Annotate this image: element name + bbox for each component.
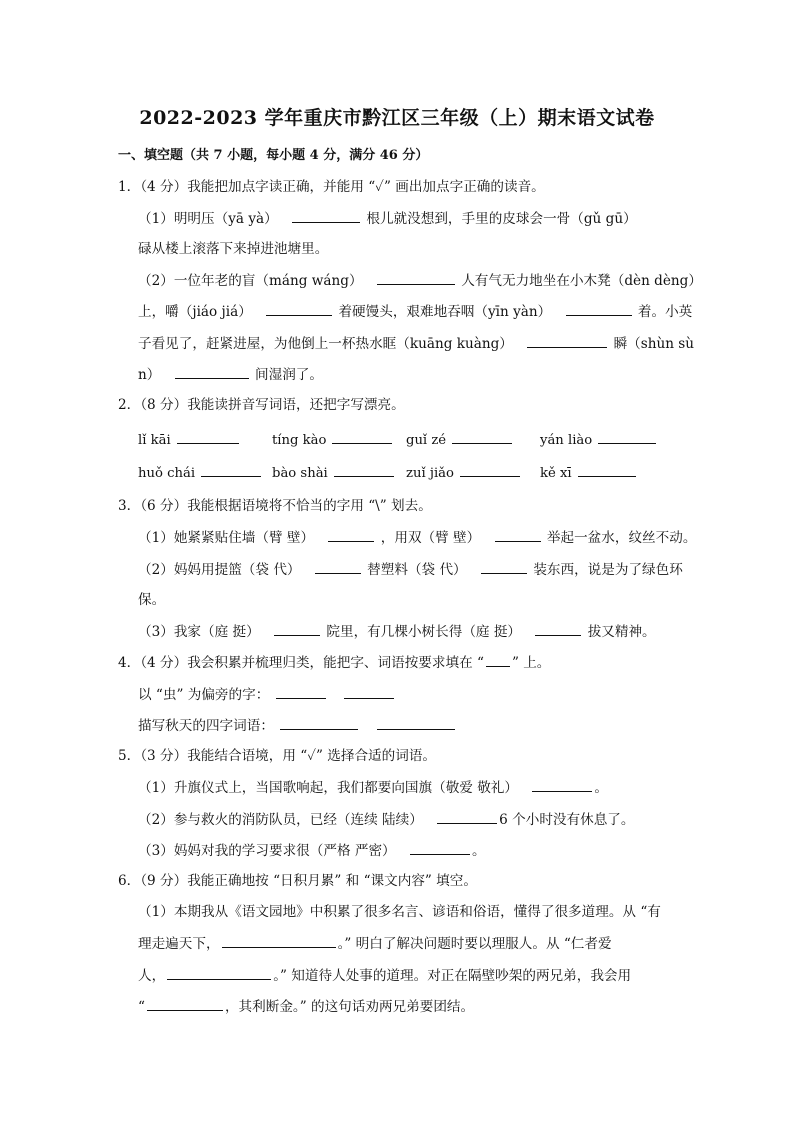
q1-text: 根儿就没想到，手里的皮球会一骨（gǔ gū） — [366, 211, 637, 227]
blank-example — [486, 653, 510, 667]
answer-blank[interactable] — [566, 302, 632, 316]
q1-text: 子看见了，赶紧进屋，为他倒上一杯热水眶（kuāng kuàng） — [138, 336, 513, 352]
q1-line2: 碌从楼上滚落下来掉进池塘里。 — [138, 241, 329, 257]
q3-text: （1）她紧紧贴住墙（臂 壁） — [138, 530, 315, 546]
answer-blank[interactable] — [292, 209, 360, 223]
answer-blank[interactable] — [377, 716, 455, 730]
answer-blank[interactable] — [315, 560, 361, 574]
q5-line3 — [138, 841, 486, 860]
pinyin-item — [272, 463, 396, 483]
q6-text: 人， — [138, 968, 166, 984]
pinyin-item — [406, 430, 514, 450]
q1-line4 — [138, 302, 692, 321]
section-heading: 一、填空题（共 7 小题，每小题 4 分，满分 46 分） — [118, 148, 429, 163]
q3-heading: 3．（6 分）我能根据语境将不恰当的字用 “\” 划去。 — [118, 498, 432, 514]
answer-blank[interactable] — [328, 528, 374, 542]
answer-blank[interactable] — [481, 560, 527, 574]
q5-text: 6 个小时没有休息了。 — [499, 812, 635, 828]
q4-line2 — [138, 716, 457, 735]
answer-blank[interactable] — [532, 778, 592, 792]
q1-text: 间湿润了。 — [255, 367, 323, 383]
q6-line1: （1）本期我从《语文园地》中积累了很多名言、谚语和俗语，懂得了很多道理。从 “有 — [138, 904, 661, 920]
q3-text: 院里，有几棵小树长得（庭 挺） — [326, 624, 522, 640]
answer-blank[interactable] — [344, 685, 394, 699]
q1-line5 — [138, 334, 694, 353]
q1-text: （1）明明压（yā yà） — [138, 211, 278, 227]
q3-line1 — [138, 528, 696, 547]
pinyin-item — [540, 463, 638, 483]
answer-blank[interactable] — [578, 463, 636, 477]
q1-text: 着。小英 — [637, 304, 693, 320]
answer-blank[interactable] — [177, 430, 239, 444]
answer-blank[interactable] — [280, 716, 358, 730]
q5-text: （3）妈妈对我的学习要求很（严格 严密） — [138, 843, 396, 859]
answer-blank[interactable] — [527, 334, 607, 348]
answer-blank[interactable] — [201, 463, 261, 477]
q1-text: （2）一位年老的盲（máng wáng） — [138, 273, 363, 289]
answer-blank[interactable] — [334, 463, 394, 477]
q3-text: （3）我家（庭 挺） — [138, 624, 260, 640]
q3-text: 举起一盆水，纹丝不动。 — [546, 530, 697, 546]
answer-blank[interactable] — [266, 302, 332, 316]
q5-text: （1）升旗仪式上，当国歌响起，我们都要向国旗（敬爱 敬礼） — [138, 780, 518, 796]
pinyin-text: yán liào — [540, 433, 593, 448]
q5-line2 — [138, 810, 635, 829]
q5-heading: 5．（3 分）我能结合语境，用 “✓” 选择合适的词语。 — [118, 748, 437, 764]
q1-text: 瞬（shùn sù — [613, 336, 695, 352]
answer-blank[interactable] — [332, 430, 392, 444]
answer-blank[interactable] — [452, 430, 512, 444]
q1-text: 着硬馒头，艰难地吞咽（yīn yàn） — [338, 304, 552, 320]
answer-blank[interactable] — [460, 463, 520, 477]
answer-blank[interactable] — [175, 365, 249, 379]
pinyin-text: bào shài — [272, 466, 328, 481]
answer-blank[interactable] — [167, 966, 271, 980]
pinyin-text: tíng kào — [272, 433, 327, 448]
q4-text: 以 “虫” 为偏旁的字： — [138, 687, 270, 703]
q1-line6 — [138, 365, 323, 384]
q1-text: n） — [138, 367, 161, 383]
pinyin-text: huǒ chái — [138, 466, 196, 481]
pinyin-text: kě xī — [540, 466, 572, 481]
answer-blank[interactable] — [276, 685, 326, 699]
answer-blank[interactable] — [410, 841, 470, 855]
answer-blank[interactable] — [147, 997, 223, 1011]
answer-blank[interactable] — [598, 430, 656, 444]
q6-text: ，其利断金。” 的这句话劝两兄弟要团结。 — [224, 999, 475, 1015]
q6-text: 理走遍天下， — [138, 936, 220, 952]
q5-text: 。 — [594, 780, 608, 796]
q3-line3: 保。 — [138, 592, 166, 608]
q5-line1 — [138, 778, 608, 797]
pinyin-text: lǐ kāi — [138, 433, 171, 448]
pinyin-item — [406, 463, 522, 483]
pinyin-text: zuǐ jiǎo — [406, 466, 454, 481]
pinyin-item — [540, 430, 658, 450]
q6-text: 。” 知道待人处事的道理。对正在隔壁吵架的两兄弟，我会用 — [273, 968, 632, 984]
q4-text: ” 上。 — [511, 655, 551, 671]
q1-line3 — [138, 271, 702, 290]
q1-text: 人有气无力地坐在小木凳（dèn dèng） — [461, 273, 702, 289]
answer-blank[interactable] — [274, 622, 320, 636]
q2-heading: 2．（8 分）我能读拼音写词语，还把字写漂亮。 — [118, 397, 405, 413]
q3-text: 装东西，说是为了绿色环 — [533, 562, 683, 578]
q4-heading — [118, 653, 550, 672]
q6-line4 — [138, 997, 474, 1016]
q6-line2 — [138, 934, 612, 953]
q3-text: 拔又精神。 — [587, 624, 656, 640]
q3-text: ，用双（臂 壁） — [380, 530, 481, 546]
q6-line3 — [138, 966, 631, 985]
q3-line2 — [138, 560, 683, 579]
q1-heading: 1．（4 分）我能把加点字读正确，并能用 “✓” 画出加点字正确的读音。 — [118, 179, 545, 195]
q1-line1 — [138, 209, 637, 228]
q4-text: 描写秋天的四字词语： — [138, 718, 274, 734]
q6-text: “ — [138, 999, 145, 1015]
q4-line1 — [138, 685, 396, 704]
q4-text: 4．（4 分）我会积累并梳理归类，能把字、词语按要求填在 “ — [118, 655, 484, 671]
q5-text: （2）参与救火的消防队员，已经（连续 陆续） — [138, 812, 423, 828]
exam-title: 2022-2023 学年重庆市黔江区三年级（上）期末语文试卷 — [139, 107, 655, 129]
q3-text: （2）妈妈用提篮（袋 代） — [138, 562, 301, 578]
q6-text: 。” 明白了解决问题时要以理服人。从 “仁者爱 — [337, 936, 612, 952]
answer-blank[interactable] — [377, 271, 455, 285]
answer-blank[interactable] — [495, 528, 541, 542]
pinyin-item — [138, 430, 241, 450]
q1-text: 上，嚼（jiáo jiá） — [138, 304, 252, 320]
answer-blank[interactable] — [222, 934, 336, 948]
q5-text: 。 — [471, 843, 486, 859]
pinyin-text: guǐ zé — [406, 433, 447, 448]
q6-heading: 6．（9 分）我能正确地按 “日积月累” 和 “课文内容” 填空。 — [118, 873, 477, 889]
pinyin-item — [138, 463, 263, 483]
q3-line4 — [138, 622, 656, 641]
q3-text: 替塑料（袋 代） — [367, 562, 467, 578]
answer-blank[interactable] — [535, 622, 581, 636]
answer-blank[interactable] — [437, 810, 497, 824]
pinyin-item — [272, 430, 394, 450]
